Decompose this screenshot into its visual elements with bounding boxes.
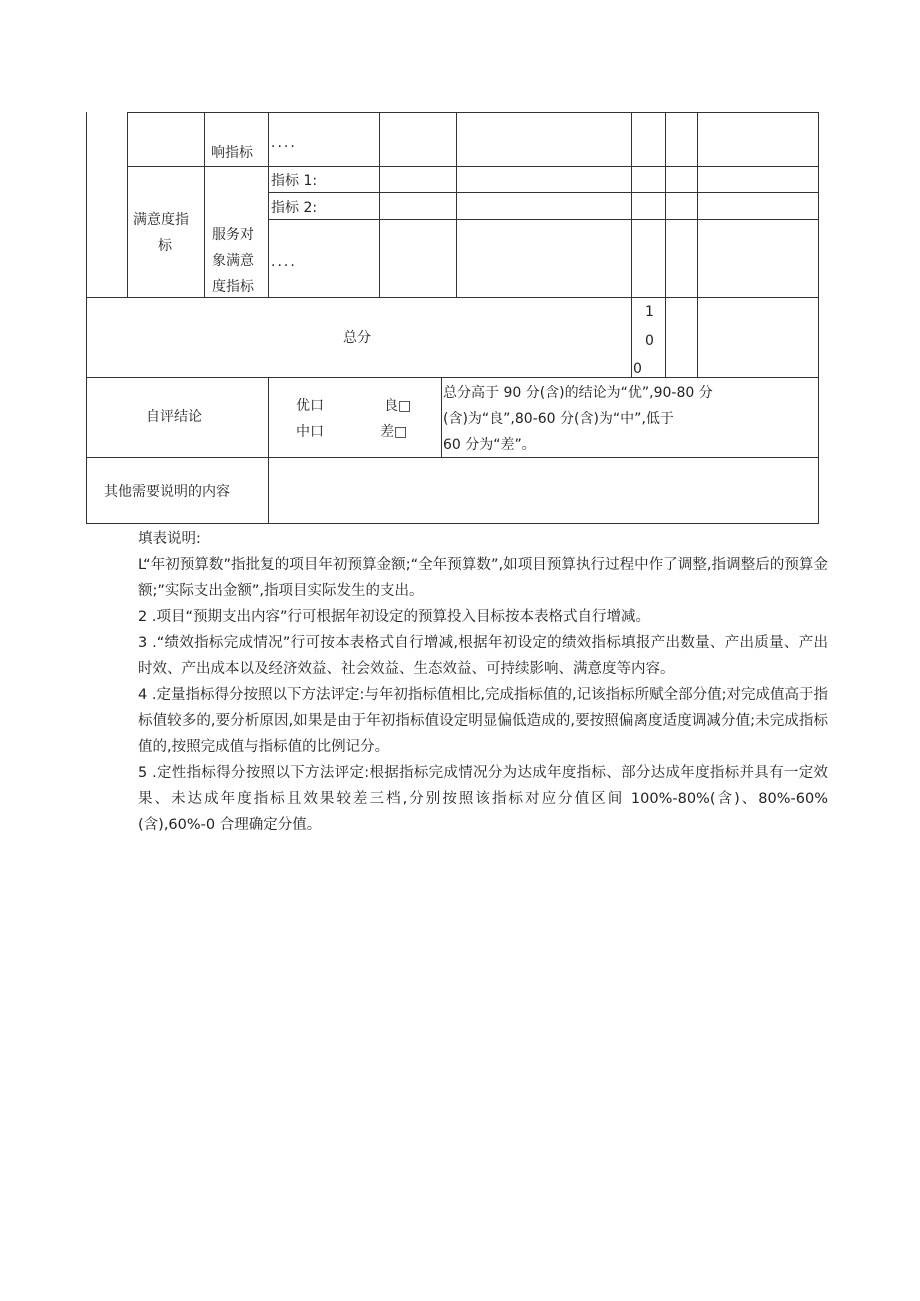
table-rule: [268, 112, 269, 298]
indicator-2-label: 指标 2:: [271, 200, 318, 216]
table-rule: [86, 297, 819, 298]
satisfaction-level2-label: 度指标: [212, 279, 254, 295]
grading-rule: 60 分为“差”。: [443, 437, 536, 453]
option-medium[interactable]: 中口: [296, 424, 324, 440]
other-notes-label: 其他需要说明的内容: [104, 484, 230, 500]
table-rule: [268, 377, 269, 524]
table-rule: [127, 112, 819, 113]
impact-indicator-label: 响指标: [211, 145, 253, 161]
satisfaction-level1-label: 标: [158, 238, 172, 254]
note-item: 5 .定性指标得分按照以下方法评定:根据指标完成情况分为达成年度指标、部分达成年度指标并具有一定效果、未达成年度指标且效果较差三档,分别按照该指标对应分值区间 100%-80%(含)、80%-60%(含),60%-0 合理确定分值。: [138, 765, 828, 833]
table-rule: [127, 112, 128, 298]
table-rule: [86, 377, 819, 378]
option-good[interactable]: 良□: [384, 398, 412, 414]
table-rule: [456, 112, 457, 298]
total-score-digit: 0: [633, 361, 642, 377]
table-rule: [818, 112, 819, 524]
option-poor[interactable]: 差□: [380, 424, 408, 440]
table-rule: [665, 112, 666, 378]
satisfaction-level1-label: 满意度指: [133, 212, 189, 228]
note-item: 4 .定量指标得分按照以下方法评定:与年初指标值相比,完成指标值的,记该指标所赋全部分值;对完成值高于指标值较多的,要分析原因,如果是由于年初指标值设定明显偏低造成的,要按照偏离度适度调减分值;未完成指标值的,按照完成值与指标值的比例记分。: [138, 687, 828, 755]
table-rule: [86, 523, 819, 524]
total-score-digit: 1: [645, 304, 654, 320]
table-rule: [379, 112, 380, 298]
grading-rule: (含)为“良”,80-60 分(含)为“中”,低于: [443, 411, 674, 427]
table-rule: [86, 112, 87, 524]
table-rule: [697, 112, 698, 378]
note-item: 2 .项目“预期支出内容”行可根据年初设定的预算投入目标按本表格式自行增减。: [138, 609, 650, 625]
table-rule: [127, 166, 819, 167]
table-rule: [268, 219, 819, 220]
notes-title: 填表说明:: [138, 531, 201, 547]
table-rule: [631, 112, 632, 378]
indicator-1-label: 指标 1:: [271, 173, 318, 189]
option-excellent[interactable]: 优口: [296, 398, 324, 414]
impact-indicator-dots: ....: [271, 135, 297, 151]
satisfaction-level2-label: 象满意: [212, 253, 254, 269]
note-item: L“年初预算数”指批复的项目年初预算金额;“全年预算数”,如项目预算执行过程中作了调整,指调整后的预算金额;”实际支出金额”,指项目实际发生的支出。: [138, 557, 828, 599]
self-eval-label: 自评结论: [146, 409, 202, 425]
table-rule: [204, 112, 205, 298]
total-score-label: 总分: [343, 330, 371, 346]
grading-rule: 总分高于 90 分(含)的结论为“优”,90-80 分: [443, 385, 713, 401]
table-rule: [268, 192, 819, 193]
satisfaction-dots: ....: [271, 254, 297, 270]
total-score-digit: 0: [645, 333, 654, 349]
table-rule: [441, 377, 442, 457]
filling-instructions: [138, 526, 828, 838]
note-item: 3 .“绩效指标完成情况”行可按本表格式自行增减,根据年初设定的绩效指标填报产出数量、产出质量、产出时效、产出成本以及经济效益、社会效益、生态效益、可持续影响、满意度等内容。: [138, 635, 828, 677]
satisfaction-level2-label: 服务对: [212, 227, 254, 243]
